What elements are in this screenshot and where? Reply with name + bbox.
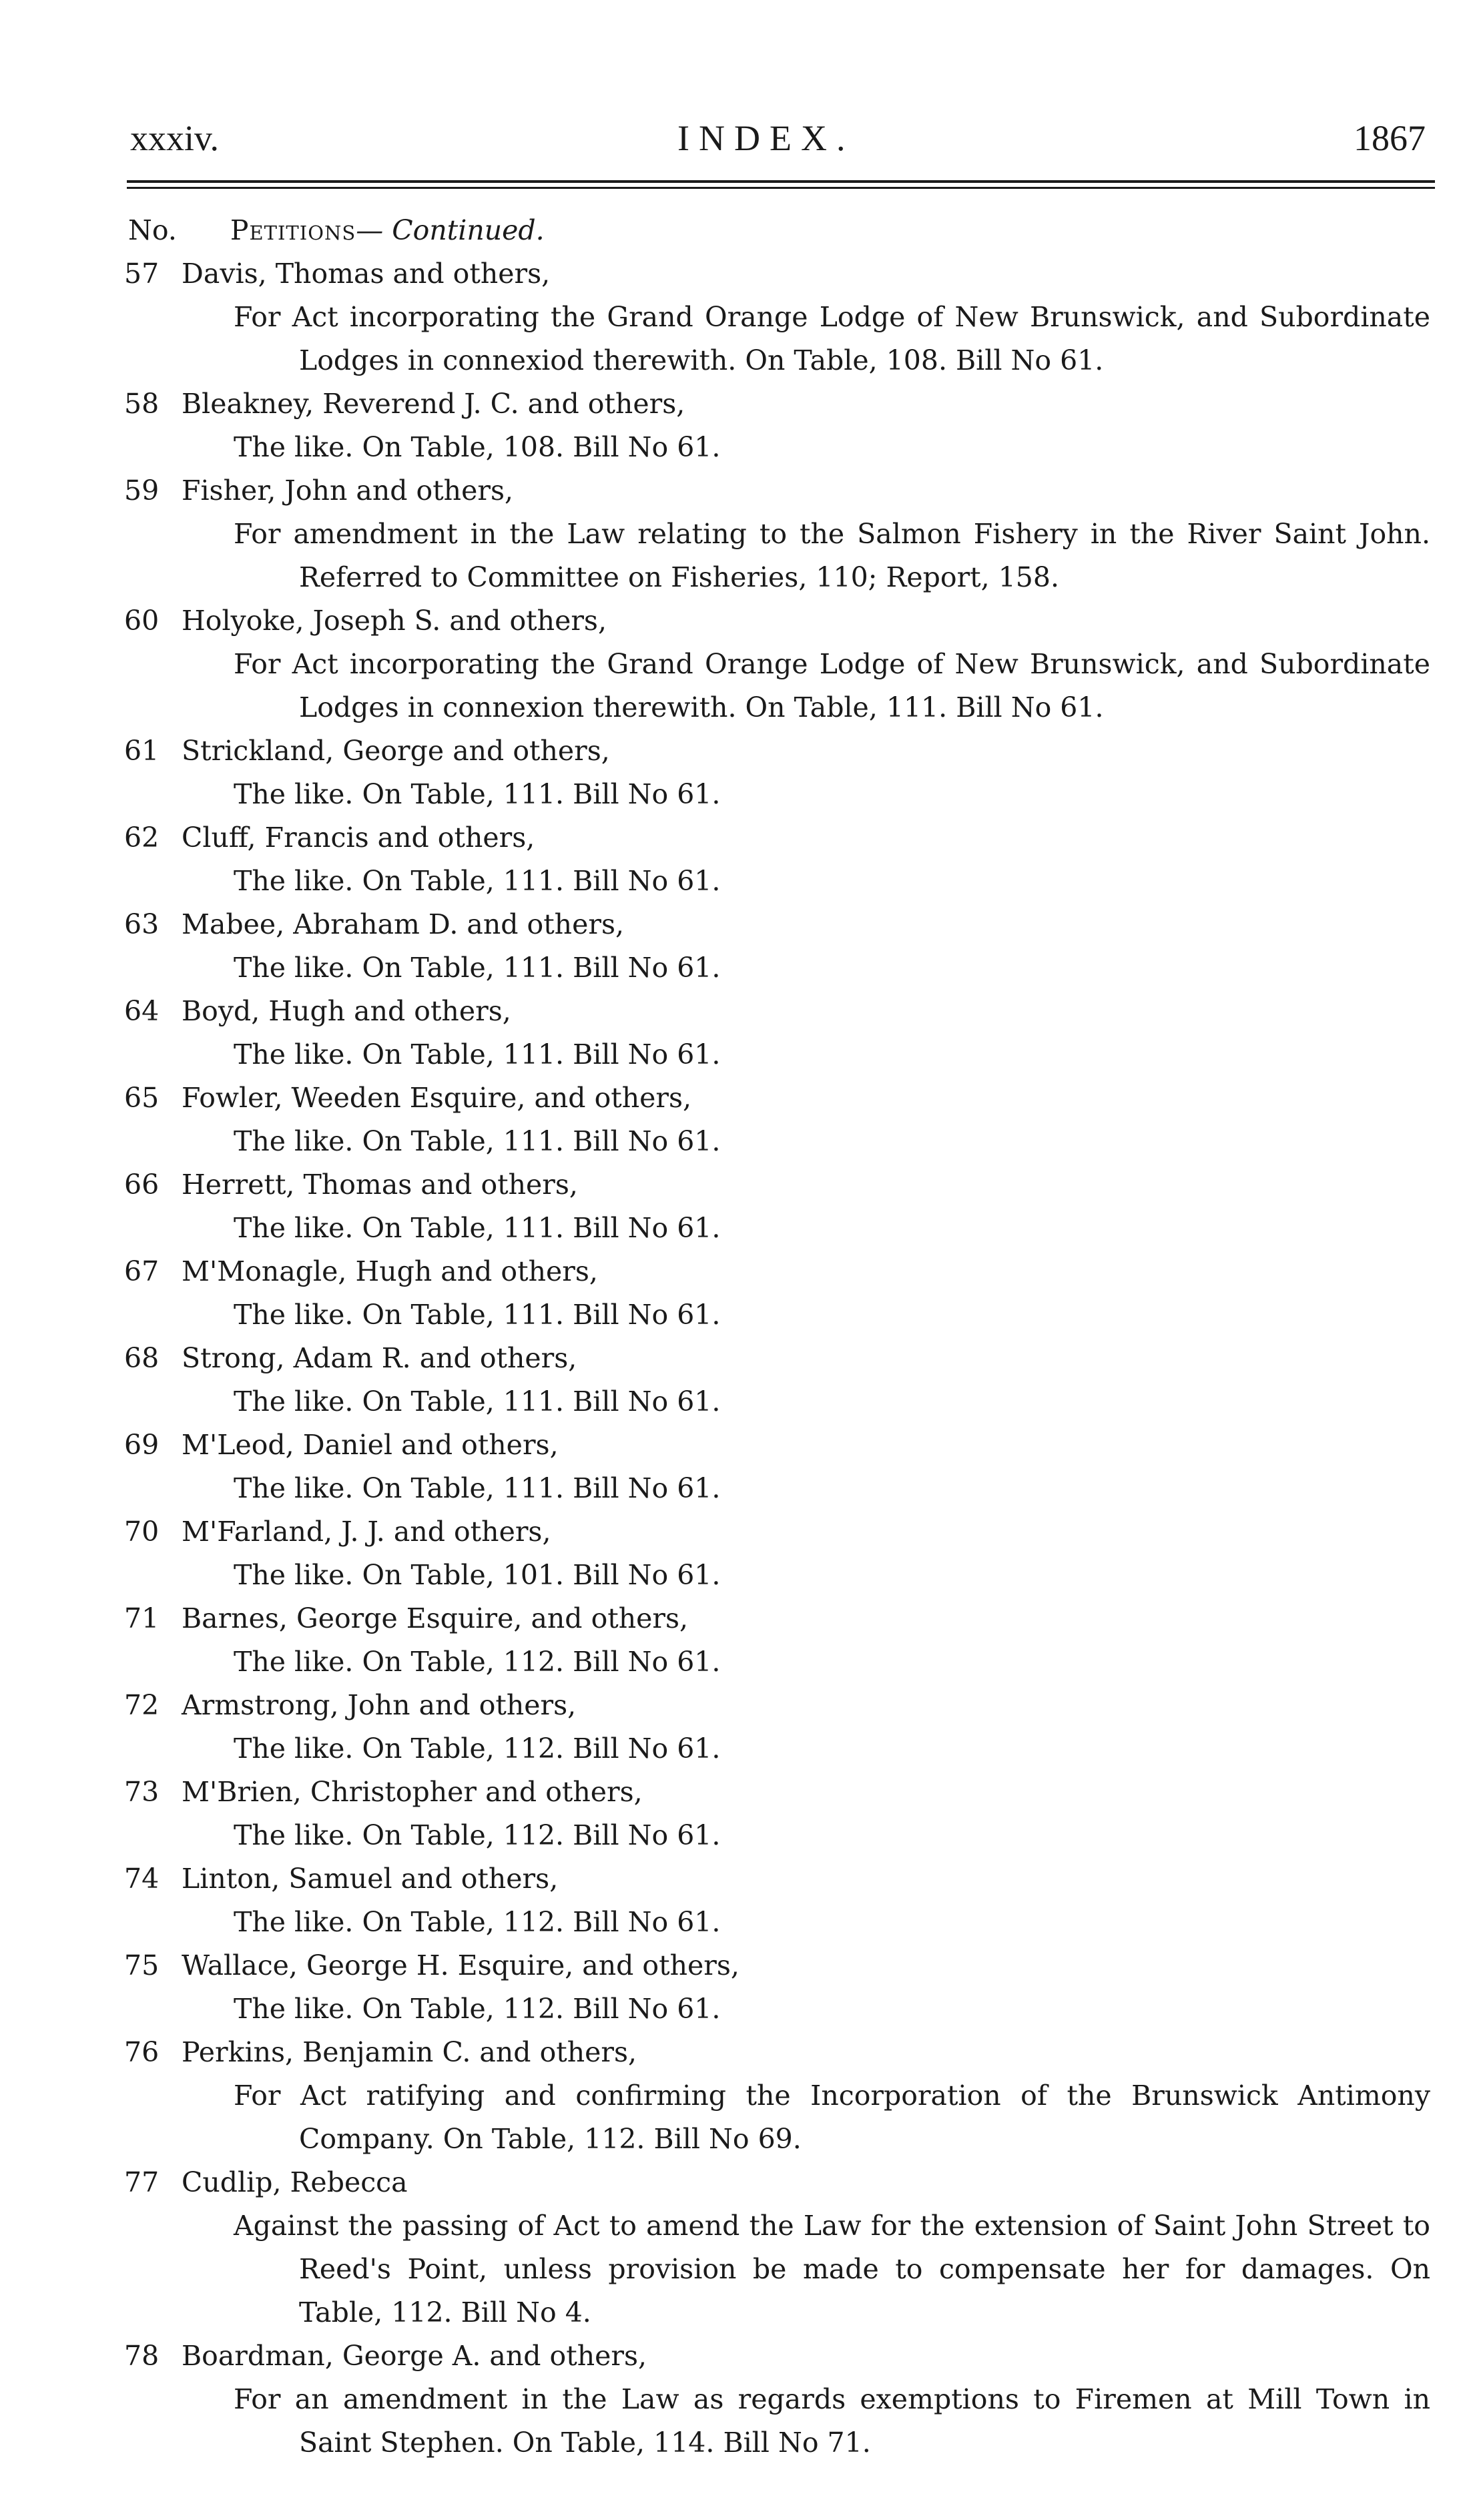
petition-entry — [0, 469, 1471, 599]
petition-number: 57 — [124, 258, 160, 290]
petition-description: The like. On Table, 111. Bill No 61. — [234, 1038, 721, 1070]
petition-entry — [0, 816, 1471, 903]
petitioner-name: Wallace, George H. Esquire, and others, — [182, 1949, 740, 1981]
petition-number: 74 — [124, 1863, 160, 1895]
petitioner-name: Fisher, John and others, — [182, 475, 514, 507]
petitioner-name: Davis, Thomas and others, — [182, 258, 551, 290]
petition-entry — [0, 1510, 1471, 1597]
petitioner-name: Holyoke, Joseph S. and others, — [182, 605, 607, 637]
petition-entry — [0, 1076, 1471, 1163]
petition-description: The like. On Table, 111. Bill No 61. — [234, 1299, 721, 1331]
petition-number: 62 — [124, 822, 160, 854]
petition-description: The like. On Table, 111. Bill No 61. — [234, 1125, 721, 1157]
petitioner-name: M'Brien, Christopher and others, — [182, 1776, 643, 1808]
petition-number: 66 — [124, 1169, 160, 1201]
petition-description: The like. On Table, 111. Bill No 61. — [234, 865, 721, 897]
petitioner-name: Perkins, Benjamin C. and others, — [182, 2036, 637, 2068]
petition-description: The like. On Table, 112. Bill No 61. — [234, 1646, 721, 1678]
petition-number: 64 — [124, 995, 160, 1027]
petition-heading — [0, 990, 1471, 1033]
page-title: INDEX. — [677, 118, 855, 158]
petition-entry — [0, 382, 1471, 469]
petition-heading — [0, 1597, 1471, 1640]
petition-number: 60 — [124, 605, 160, 637]
petition-entry — [0, 1163, 1471, 1250]
petition-description: The like. On Table, 111. Bill No 61. — [234, 952, 721, 984]
petition-entry — [0, 1684, 1471, 1771]
petitioner-name: M'Farland, J. J. and others, — [182, 1516, 551, 1548]
petition-number: 70 — [124, 1516, 160, 1548]
petition-entry — [0, 1857, 1471, 1944]
petition-description: For Act incorporating the Grand Orange Lodge of New Brunswick, and Subordinate Lodges in connexion therewith. On Table, 111. Bill No 61. — [234, 648, 1430, 723]
petition-number: 67 — [124, 1255, 160, 1287]
petition-heading — [0, 1944, 1471, 1987]
petition-number: 65 — [124, 1082, 160, 1114]
petition-description: The like. On Table, 108. Bill No 61. — [234, 431, 721, 463]
petition-number: 69 — [124, 1429, 160, 1461]
petition-entry — [0, 2031, 1471, 2161]
petitioner-name: Strickland, George and others, — [182, 735, 610, 767]
petition-heading — [0, 1337, 1471, 1380]
petition-description: The like. On Table, 112. Bill No 61. — [234, 1819, 721, 1851]
petition-description: The like. On Table, 111. Bill No 61. — [234, 1212, 721, 1244]
petition-description: The like. On Table, 111. Bill No 61. — [234, 778, 721, 810]
petitioner-name: Cudlip, Rebecca — [182, 2166, 408, 2198]
petition-heading — [0, 1684, 1471, 1727]
petitioner-name: M'Monagle, Hugh and others, — [182, 1255, 598, 1287]
continued-label: — Continued. — [356, 214, 545, 246]
petitioner-name: M'Leod, Daniel and others, — [182, 1429, 559, 1461]
section-label: Petitions — [230, 214, 356, 246]
petition-heading — [0, 2031, 1471, 2074]
petition-description: The like. On Table, 111. Bill No 61. — [234, 1385, 721, 1418]
petition-description: The like. On Table, 101. Bill No 61. — [234, 1559, 721, 1591]
petition-number: 78 — [124, 2340, 160, 2372]
petition-list — [0, 252, 1471, 2465]
petition-number: 58 — [124, 388, 160, 420]
petitioner-name: Boyd, Hugh and others, — [182, 995, 511, 1027]
petition-entry — [0, 903, 1471, 990]
petition-entry — [0, 1944, 1471, 2031]
petition-description: The like. On Table, 112. Bill No 61. — [234, 1993, 721, 2025]
petition-heading — [0, 1424, 1471, 1467]
petition-entry — [0, 1424, 1471, 1510]
header-rule-bottom — [127, 187, 1435, 189]
petition-description: For Act ratifying and confirming the Incorporation of the Brunswick Antimony Company. On Table, 112. Bill No 69. — [234, 2080, 1430, 2155]
petition-number: 76 — [124, 2036, 160, 2068]
petition-heading — [0, 729, 1471, 773]
petition-heading — [0, 2334, 1471, 2378]
petition-heading — [0, 1771, 1471, 1814]
petition-number: 61 — [124, 735, 160, 767]
petitioner-name: Boardman, George A. and others, — [182, 2340, 647, 2372]
petition-heading — [0, 252, 1471, 296]
header-rule-top — [127, 180, 1435, 183]
petition-heading — [0, 1076, 1471, 1120]
petition-description: Against the passing of Act to amend the Law for the extension of Saint John Street to Reed's Point, unless provision be made to compensate her for damages. On Table, 112. Bill No 4. — [234, 2210, 1430, 2328]
petitioner-name: Herrett, Thomas and others, — [182, 1169, 578, 1201]
petition-description: For amendment in the Law relating to the Salmon Fishery in the River Saint John. Referred to Committee on Fisheries, 110; Report, 158. — [234, 518, 1430, 593]
petition-description: The like. On Table, 111. Bill No 61. — [234, 1472, 721, 1504]
petition-heading — [0, 2161, 1471, 2204]
petition-heading — [0, 1163, 1471, 1207]
page-year: 1867 — [1354, 118, 1426, 158]
petition-number: 73 — [124, 1776, 160, 1808]
petition-number: 72 — [124, 1689, 160, 1721]
petition-entry — [0, 729, 1471, 816]
petition-description: For an amendment in the Law as regards exemptions to Firemen at Mill Town in Saint Stephen. On Table, 114. Bill No 71. — [234, 2383, 1430, 2459]
petition-number: 77 — [124, 2166, 160, 2198]
petition-entry — [0, 1337, 1471, 1424]
petition-number: 59 — [124, 475, 160, 507]
petition-number: 68 — [124, 1342, 160, 1374]
petition-entry — [0, 2161, 1471, 2334]
page-numeral: xxxiv. — [130, 118, 219, 158]
petition-number: 71 — [124, 1602, 160, 1634]
petitioner-name: Linton, Samuel and others, — [182, 1863, 559, 1895]
petition-number: 63 — [124, 908, 160, 940]
petitioner-name: Cluff, Francis and others, — [182, 822, 535, 854]
petition-heading — [0, 903, 1471, 946]
petitioner-name: Bleakney, Reverend J. C. and others, — [182, 388, 685, 420]
petition-heading — [0, 816, 1471, 860]
petition-heading — [0, 469, 1471, 513]
petition-entry — [0, 1250, 1471, 1337]
petition-description: For Act incorporating the Grand Orange Lodge of New Brunswick, and Subordinate Lodges in connexiod therewith. On Table, 108. Bill No 61. — [234, 301, 1430, 376]
petition-heading — [0, 1857, 1471, 1901]
column-header — [128, 214, 545, 247]
petitioner-name: Armstrong, John and others, — [182, 1689, 577, 1721]
petition-entry — [0, 990, 1471, 1076]
petition-description: The like. On Table, 112. Bill No 61. — [234, 1732, 721, 1765]
petition-entry — [0, 599, 1471, 729]
petitioner-name: Fowler, Weeden Esquire, and others, — [182, 1082, 692, 1114]
petition-heading — [0, 599, 1471, 643]
petition-entry — [0, 2334, 1471, 2465]
petition-entry — [0, 1771, 1471, 1857]
petition-heading — [0, 1250, 1471, 1293]
petition-number: 75 — [124, 1949, 160, 1981]
petitioner-name: Mabee, Abraham D. and others, — [182, 908, 625, 940]
petition-entry — [0, 1597, 1471, 1684]
no-column-label: No. — [128, 214, 177, 246]
petition-heading — [0, 382, 1471, 426]
petitioner-name: Strong, Adam R. and others, — [182, 1342, 577, 1374]
petition-description: The like. On Table, 112. Bill No 61. — [234, 1906, 721, 1938]
petition-heading — [0, 1510, 1471, 1554]
petition-entry — [0, 252, 1471, 382]
petitioner-name: Barnes, George Esquire, and others, — [182, 1602, 689, 1634]
